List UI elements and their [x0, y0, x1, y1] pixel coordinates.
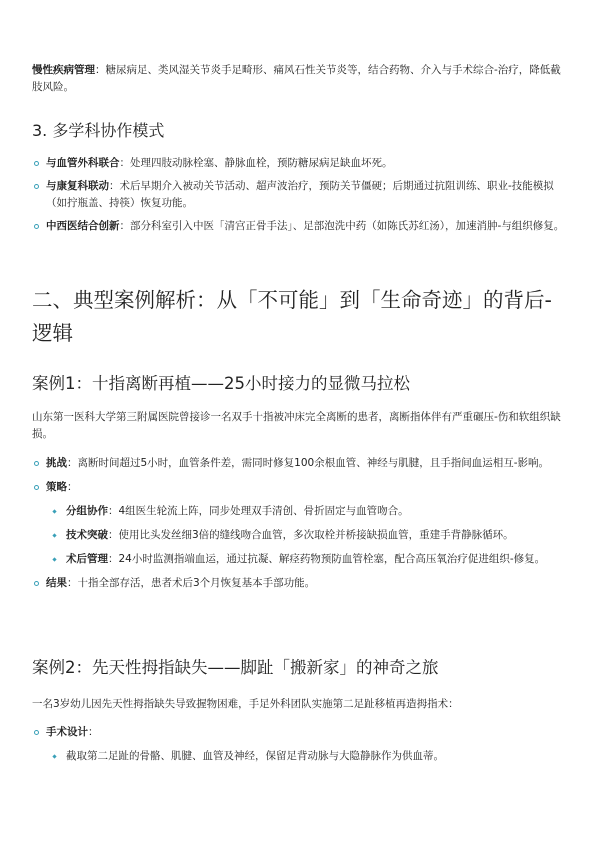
sub-text: 截取第二足趾的骨骼、肌腱、血管及神经，保留足背动脉与大隐静脉作为供血蒂。: [66, 750, 444, 762]
list-item: [32, 178, 565, 212]
sub-item: [32, 527, 565, 544]
section-3-title: 3. 多学科协作模式: [32, 121, 165, 140]
item-bold: 手术设计: [46, 726, 88, 738]
case-1-desc: 山东第一医科大学第三附属医院曾接诊一名双手十指被冲床完全离断的患者，离断指体伴有严重碾压-伤和软组织缺损。: [32, 411, 561, 440]
item-bold: 挑战: [46, 457, 67, 469]
sub-item: [32, 503, 565, 520]
section-3-list: [32, 155, 565, 235]
sub-text: ：使用比头发丝细3倍的缝线吻合血管，多次取栓并桥接缺损血管，重建手背静脉循环。: [108, 529, 514, 541]
list-item-result: [32, 575, 565, 592]
sub-text: ：4组医生轮流上阵，同步处理双手清创、骨折固定与血管吻合。: [108, 505, 409, 517]
item-bold: 与血管外科联合: [46, 157, 120, 169]
sub-bold: 技术突破: [66, 529, 108, 541]
sub-text: ：24小时监测指端血运，通过抗凝、解痉药物预防血管栓塞，配合高压氧治疗促进组织-修复。: [108, 553, 546, 565]
list-item-strategy: [32, 479, 565, 496]
sub-item: [32, 551, 565, 568]
list-item: [32, 155, 565, 172]
item-bold: 中西医结合创新: [46, 220, 120, 232]
intro-paragraph: [32, 62, 565, 96]
list-item-design: [32, 724, 565, 741]
item-text: ：: [67, 481, 78, 493]
item-text: ：: [88, 726, 99, 738]
case-2-title: 案例2：先天性拇指缺失——脚趾「搬新家」的神奇之旅: [32, 658, 439, 677]
item-text: ：术后早期介入被动关节活动、超声波治疗，预防关节僵硬；后期通过抗阻训练、职业-技能模拟（如拧瓶盖、持筷）恢复功能。: [46, 180, 554, 209]
intro-text: ：糖尿病足、类风湿关节炎手足畸形、痛风石性关节炎等，结合药物、介入与手术综合-治疗，降低截肢风险。: [32, 64, 561, 93]
item-bold: 策略: [46, 481, 67, 493]
sub-bold: 术后管理: [66, 553, 108, 565]
case-2-desc: 一名3岁幼儿因先天性拇指缺失导致握物困难，手足外科团队实施第二足趾移植再造拇指术：: [32, 698, 459, 710]
item-text: ：处理四肢动脉栓塞、静脉血栓，预防糖尿病足缺血坏死。: [119, 157, 393, 169]
item-text: ：部分科室引入中医「清宫正骨手法」、足部泡洗中药（如陈氏苏红汤），加速消肿-与组织修复。: [119, 220, 565, 232]
item-text: ：十指全部存活，患者术后3个月恢复基本手部功能。: [67, 577, 316, 589]
sub-bold: 分组协作: [66, 505, 108, 517]
item-bold: 与康复科联动: [46, 180, 109, 192]
item-bold: 结果: [46, 577, 67, 589]
item-text: ：离断时间超过5小时，血管条件差，需同时修复100余根血管、神经与肌腱，且手指间血运相互-影响。: [67, 457, 550, 469]
heading-2: 二、典型案例解析：从「不可能」到「生命奇迹」的背后-逻辑: [32, 288, 552, 345]
intro-bold: 慢性疾病管理: [32, 64, 95, 76]
case-1-list: [32, 455, 565, 592]
list-item-challenge: [32, 455, 565, 472]
case-2-list: [32, 724, 565, 765]
list-item: [32, 218, 565, 235]
case-1-title: 案例1：十指离断再植——25小时接力的显微马拉松: [32, 374, 410, 393]
sub-item: [32, 748, 565, 765]
